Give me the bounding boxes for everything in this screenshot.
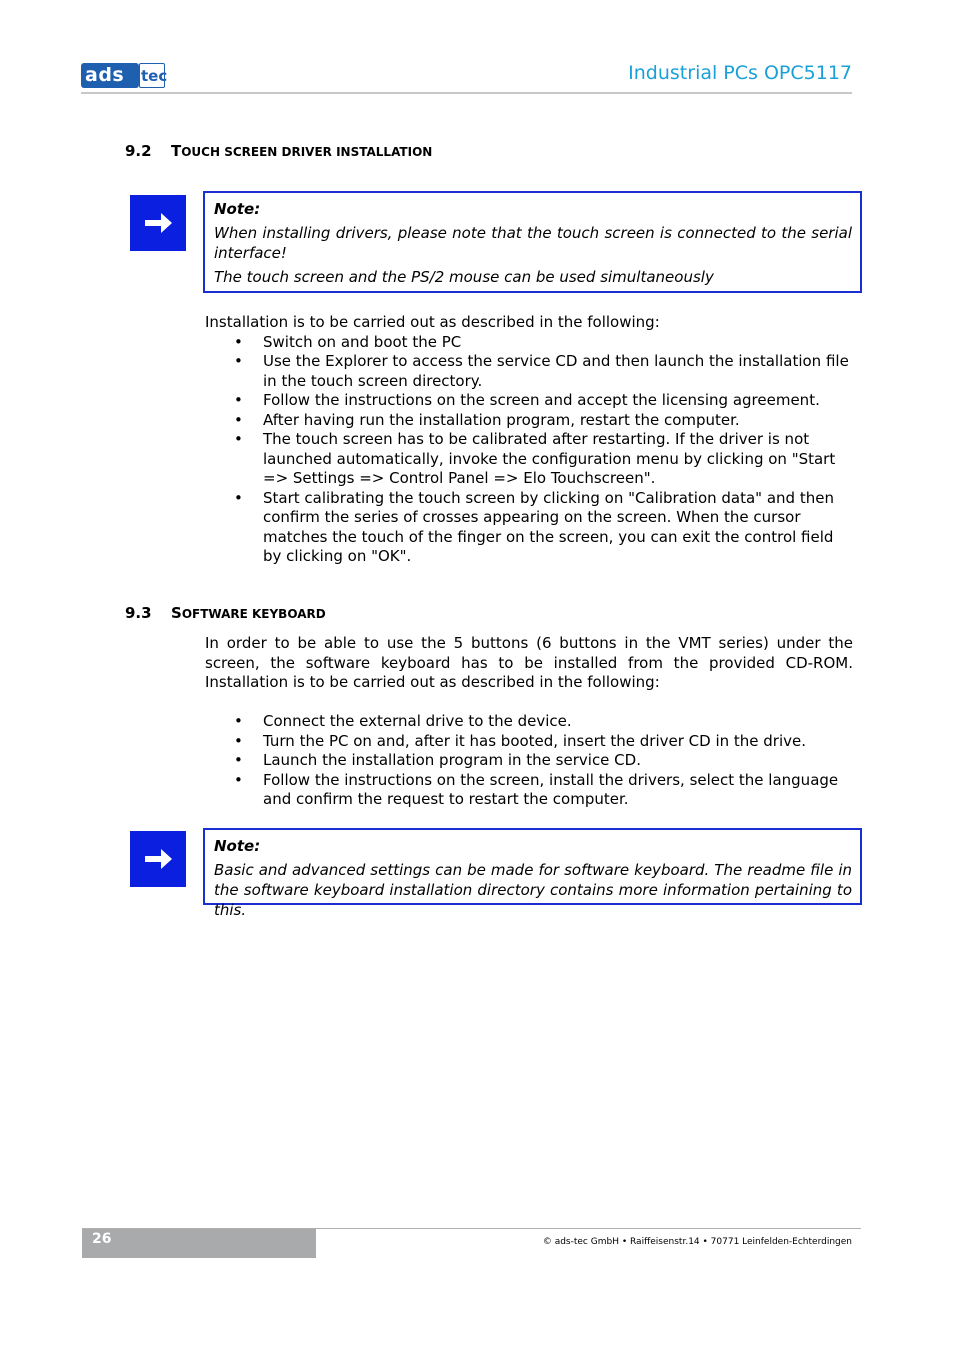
list-item: • Turn the PC on and, after it has booted, insert the driver CD in the drive. [205,732,855,752]
list-item: • Connect the external drive to the device. [205,712,855,732]
list-item: • After having run the installation program, restart the computer. [205,411,855,431]
bullet-list [205,712,855,810]
note-box [203,191,862,293]
note-title: Note: [214,200,261,218]
list-item: • Launch the installation program in the service CD. [205,751,855,771]
section-heading-9-3 [125,604,326,622]
list-item: • Use the Explorer to access the service CD and then launch the installation file in the touch screen directory. [205,352,855,391]
section-body [205,712,855,810]
list-item: • Follow the instructions on the screen and accept the licensing agreement. [205,391,855,411]
section-heading-9-2 [125,142,432,160]
section-number: 9.3 [125,604,152,622]
logo-text-tec: tec [141,67,168,85]
note-text: When installing drivers, please note that the touch screen is connected to the serial interface! [214,224,852,262]
section-title-rest: OUCH SCREEN DRIVER INSTALLATION [181,145,433,159]
document-title: Industrial PCs OPC5117 [628,62,852,84]
bullet-list [205,333,855,567]
section-body [205,313,855,567]
arrow-right-icon [130,831,186,887]
note-text: The touch screen and the PS/2 mouse can be used simultaneously [214,268,714,286]
ads-tec-logo [81,63,168,88]
section-title-initial: T [171,142,182,160]
note-text: Basic and advanced settings can be made for software keyboard. The readme file in the software keyboard installation directory contains more information pertaining to this. [214,861,852,919]
header-divider [81,92,852,94]
list-item: • The touch screen has to be calibrated after restarting. If the driver is not launched automatically, invoke the configuration menu by clicking on "Start => Settings => Control Panel => Elo Touchscreen". [205,430,855,489]
logo-text-ads: ads [85,64,125,86]
section-title-initial: S [171,604,182,622]
intro-paragraph: In order to be able to use the 5 buttons (6 buttons in the VMT series) under the screen, the software keyboard has to be installed from the provided CD-ROM. Installation is to be carried out as described in the following: [205,634,853,691]
note-box [203,828,862,919]
section-number: 9.2 [125,142,152,160]
list-item: • Switch on and boot the PC [205,333,855,353]
list-item: • Follow the instructions on the screen, install the drivers, select the language and confirm the request to restart the computer. [205,771,855,810]
list-item: • Start calibrating the touch screen by clicking on "Calibration data" and then confirm the series of crosses appearing on the screen. When the cursor matches the touch of the finger on the screen, you can exit the control field by clicking on "OK". [205,489,855,567]
note-title: Note: [214,837,261,855]
page-number: 26 [92,1231,112,1247]
footer-page-bar [82,1229,316,1258]
intro-paragraph: Installation is to be carried out as described in the following: [205,313,660,331]
arrow-right-icon [130,195,186,251]
section-title-rest: OFTWARE KEYBOARD [181,607,326,621]
footer-copyright: © ads-tec GmbH • Raiffeisenstr.14 • 70771 Leinfelden-Echterdingen [542,1237,852,1247]
